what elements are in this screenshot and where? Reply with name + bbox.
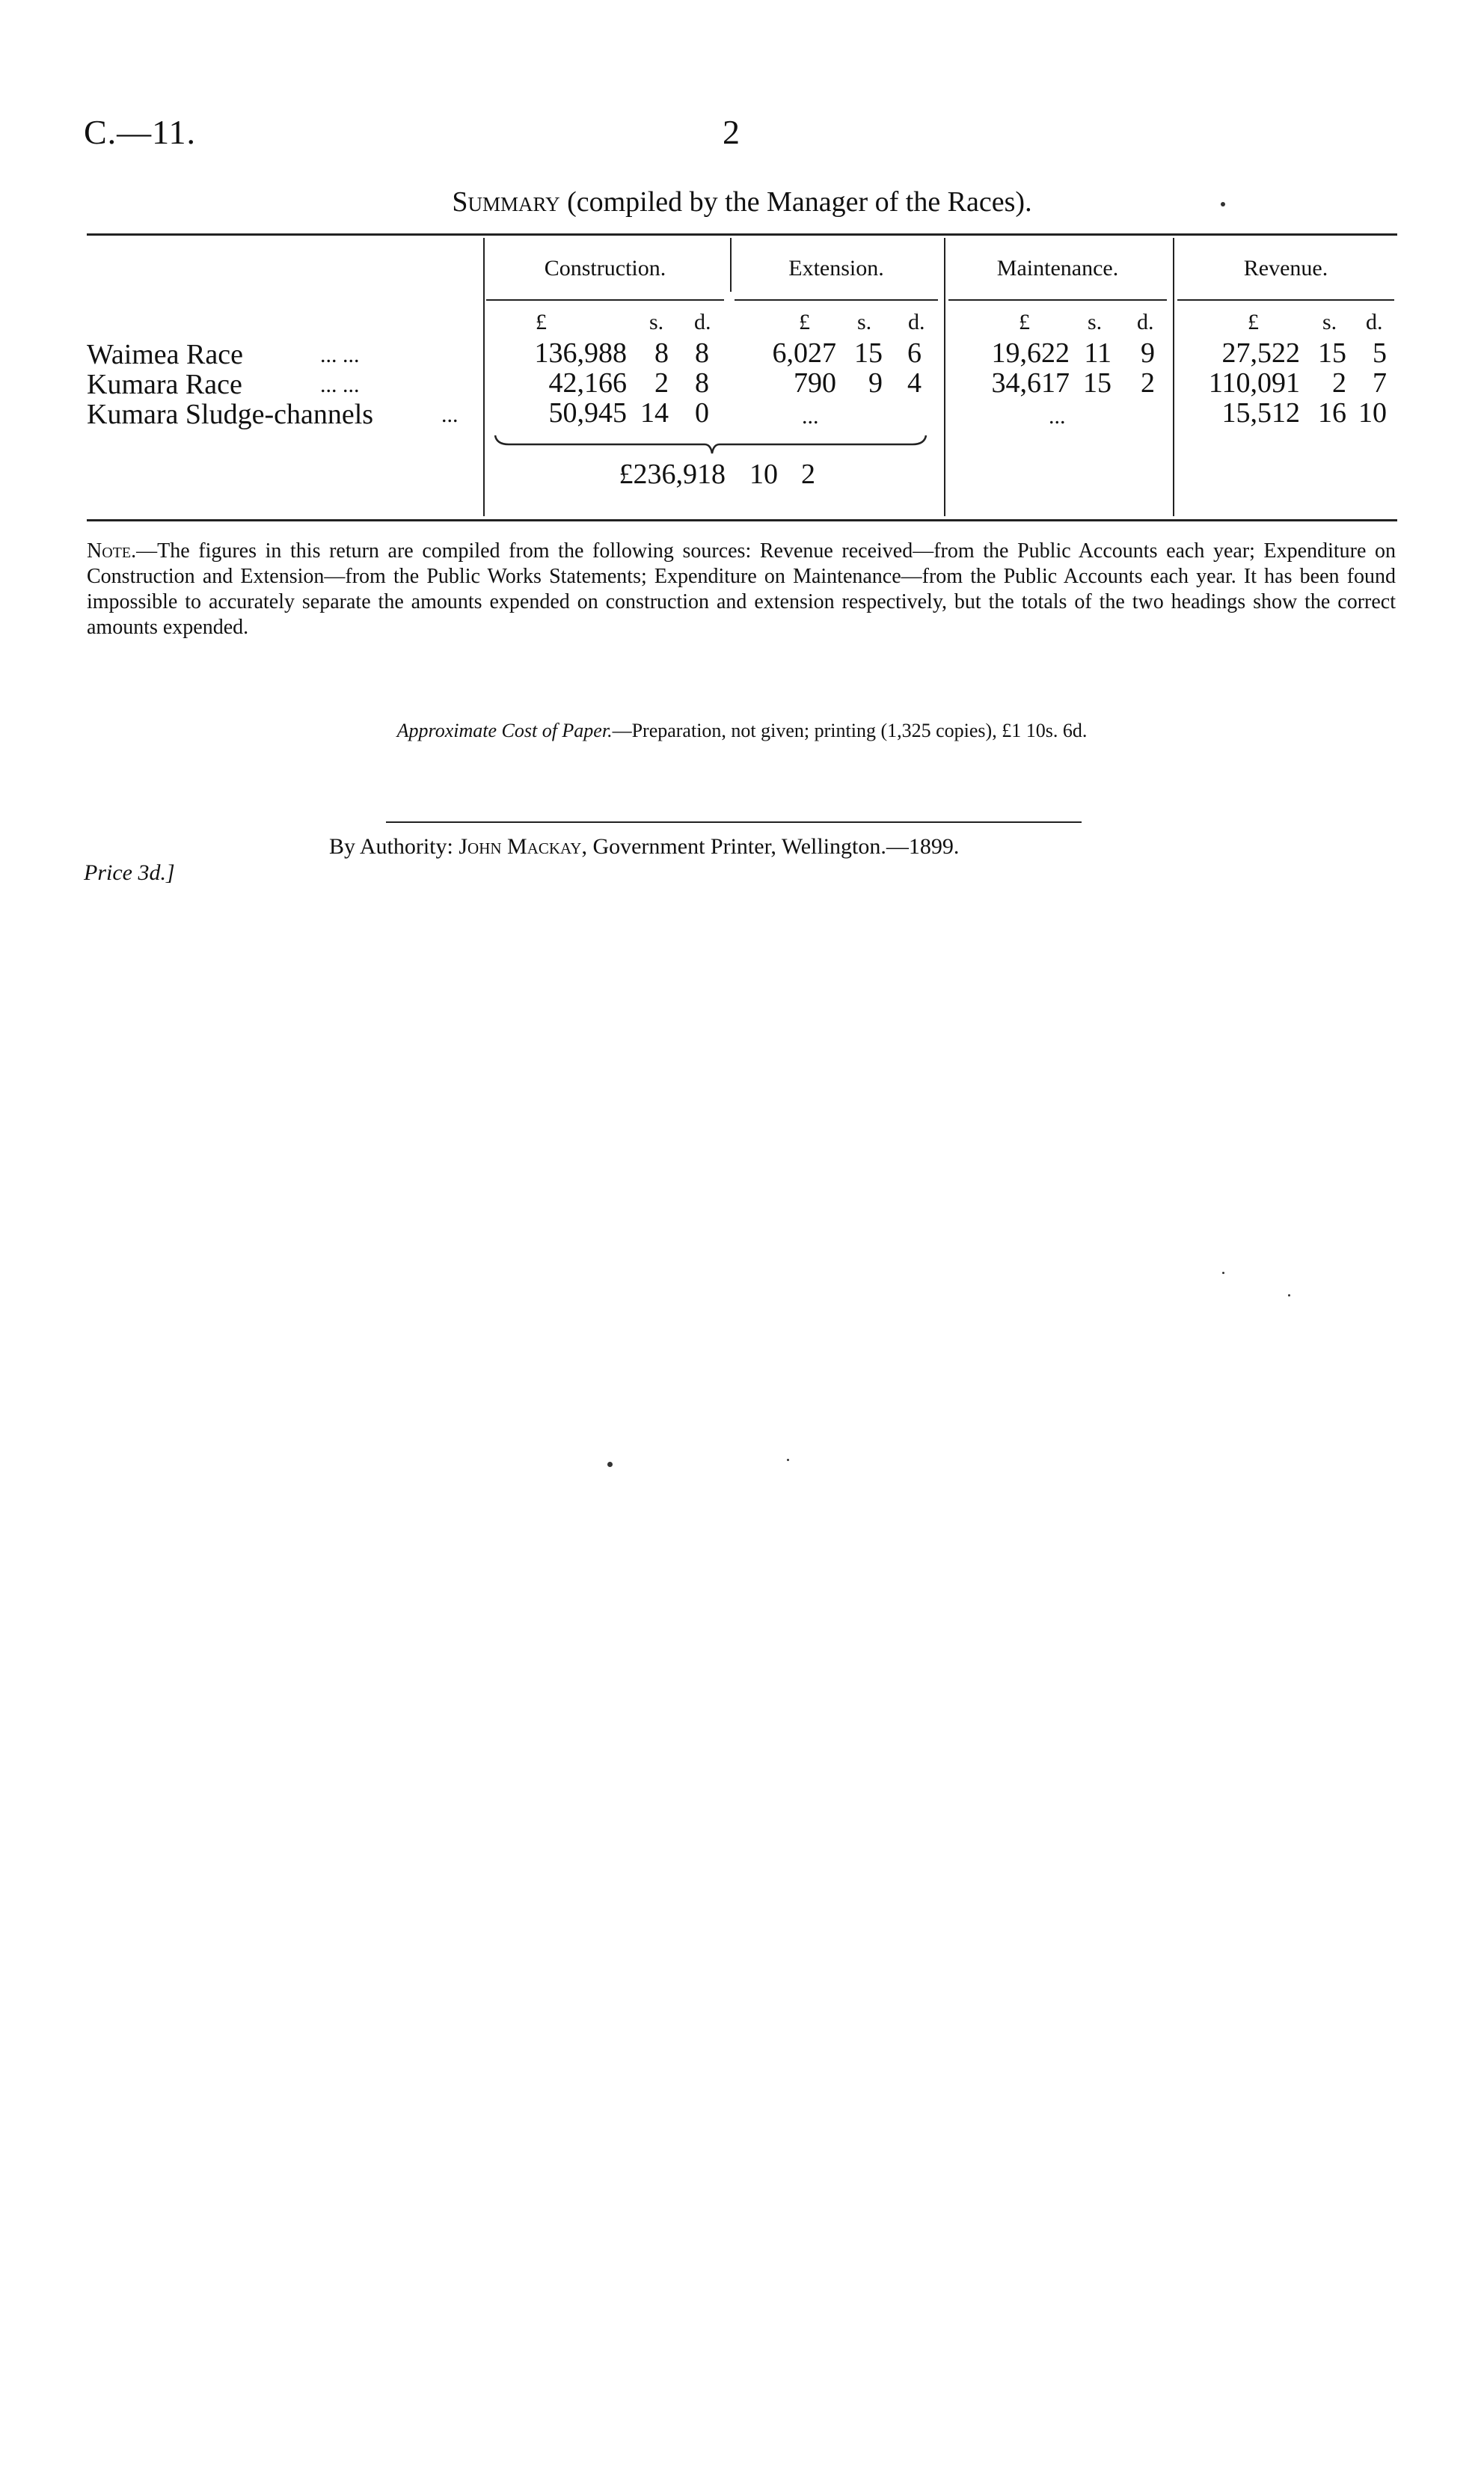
note-paragraph (87, 539, 1396, 640)
cost-text: —Preparation, not given; printing (1,325 copies), £1 10s. 6d. (612, 720, 1088, 741)
cell-pence: 0 (695, 397, 709, 429)
cell-blank: ... (802, 404, 819, 429)
column-header-revenue: Revenue. (1243, 256, 1328, 281)
cell-pounds: 110,091 (1208, 367, 1300, 399)
cost-label: Approximate Cost of Paper. (396, 720, 613, 741)
column-header-construction: Construction. (544, 256, 666, 281)
unit-shilling: s. (857, 310, 872, 334)
page-number: 2 (723, 113, 740, 151)
cell-blank: ... (1049, 404, 1066, 429)
cell-pence: 9 (1141, 337, 1155, 369)
row-label: Kumara Sludge-channels (87, 399, 374, 430)
note-lead: Note. (87, 539, 137, 563)
cell-pence: 4 (907, 367, 922, 399)
cell-pence: 8 (695, 367, 709, 399)
cell-pounds: 19,622 (991, 337, 1070, 369)
column-header-maintenance: Maintenance. (996, 256, 1119, 281)
cell-pounds: 790 (794, 367, 836, 399)
cell-pounds: 50,945 (548, 397, 627, 429)
row-label: Kumara Race (87, 369, 242, 400)
unit-pence: d. (1137, 310, 1154, 334)
imprint-prefix: By Authority: (329, 834, 459, 859)
total-pounds: £236,918 (619, 459, 726, 490)
column-divider (483, 238, 485, 516)
unit-pound: £ (536, 310, 547, 334)
unit-shilling: s. (649, 310, 664, 334)
table-bottom-rule (87, 519, 1397, 521)
cell-shillings: 11 (1084, 337, 1112, 369)
unit-pence: d. (908, 310, 925, 334)
imprint-suffix: , Government Printer, Wellington.—1899. (581, 834, 960, 859)
header-underline (1177, 299, 1394, 301)
cell-pounds: 34,617 (991, 367, 1070, 399)
column-header-extension: Extension. (788, 256, 884, 281)
table-top-rule (87, 233, 1397, 236)
cell-shillings: 15 (1083, 367, 1112, 399)
imprint-printer: John Mackay (459, 834, 582, 859)
cell-shillings: 2 (1332, 367, 1346, 399)
price-label: Price 3d.] (84, 860, 175, 885)
header-underline (486, 299, 724, 301)
total-pence: 2 (801, 459, 815, 490)
summary-title (0, 186, 1484, 218)
unit-shilling: s. (1322, 310, 1337, 334)
summary-title-lead: Summary (452, 186, 560, 218)
unit-pence: d. (694, 310, 711, 334)
cell-pounds: 42,166 (548, 367, 627, 399)
note-text: —The figures in this return are compiled from the following sources: Revenue received—from the Public Accounts each year; Expenditure on Construction and Extension—from the Public Works Statements; Expenditure on Maintenance—from the Public Accounts each year. It has been found impossible to accurately separate the amounts expended on construction and extension respectively, but the totals of the two headings show the correct amounts expended. (87, 539, 1396, 639)
cell-pounds: 27,522 (1221, 337, 1300, 369)
cell-shillings: 8 (654, 337, 669, 369)
cell-shillings: 2 (654, 367, 669, 399)
cell-pounds: 6,027 (772, 337, 836, 369)
scan-speck (607, 1462, 613, 1467)
row-leader: ... ... (320, 343, 360, 367)
cell-shillings: 16 (1318, 397, 1346, 429)
document-code: C.—11. (84, 113, 196, 151)
cell-pounds: 15,512 (1221, 397, 1300, 429)
summary-title-rest: (compiled by the Manager of the Races). (559, 186, 1032, 218)
unit-pence: d. (1366, 310, 1383, 334)
total-brace (494, 432, 927, 458)
header-underline (948, 299, 1167, 301)
cost-line (0, 720, 1484, 742)
scan-speck (787, 1459, 789, 1461)
unit-pound: £ (1019, 310, 1030, 334)
cell-pence: 8 (695, 337, 709, 369)
scan-speck (1222, 1272, 1224, 1274)
cell-pence: 6 (907, 337, 922, 369)
header-underline (735, 299, 938, 301)
cell-pence: 5 (1373, 337, 1387, 369)
imprint-rule (386, 821, 1082, 823)
row-leader: ... (441, 402, 459, 427)
column-divider (730, 238, 732, 292)
cell-shillings: 9 (868, 367, 883, 399)
row-leader: ... ... (320, 373, 360, 397)
column-divider (1173, 238, 1174, 516)
cell-pence: 2 (1141, 367, 1155, 399)
unit-pound: £ (1248, 310, 1259, 334)
unit-pound: £ (799, 310, 810, 334)
total-shillings: 10 (749, 459, 778, 490)
cell-shillings: 14 (640, 397, 669, 429)
imprint (329, 834, 959, 860)
unit-shilling: s. (1088, 310, 1103, 334)
cell-pence: 10 (1358, 397, 1387, 429)
cell-pounds: 136,988 (534, 337, 627, 369)
column-divider (944, 238, 945, 516)
cell-shillings: 15 (854, 337, 883, 369)
row-label: Waimea Race (87, 339, 243, 370)
scan-speck (1221, 202, 1225, 206)
scan-speck (1288, 1294, 1290, 1296)
cell-pence: 7 (1373, 367, 1387, 399)
cell-shillings: 15 (1318, 337, 1346, 369)
